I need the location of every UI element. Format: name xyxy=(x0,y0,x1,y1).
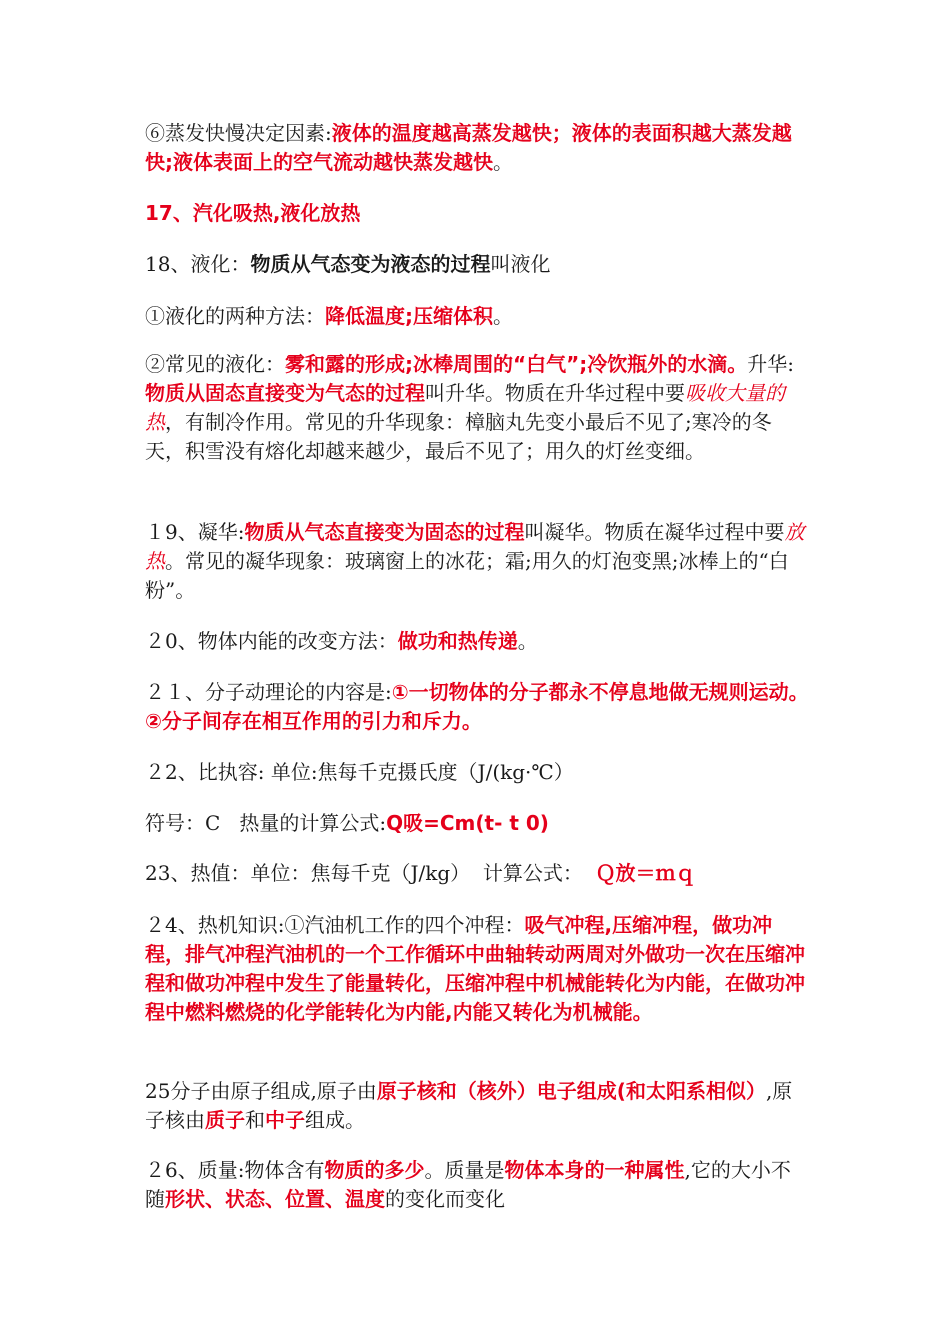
text-run: 液体的温度越高蒸发越快；液体的表面积越大蒸发越快;液体表面上的空气流动越快蒸发越快 xyxy=(145,121,792,174)
text-run: 吸收大量的热 xyxy=(145,381,785,434)
text-run: 叫凝华。物质在凝华过程中要 xyxy=(524,520,785,544)
text-run: 中子 xyxy=(265,1108,305,1132)
paragraph-18-methods xyxy=(145,302,810,331)
text-run: ，有制冷作用。常见的升华现象：樟脑丸先变小最后不见了;寒冷的冬天，积雪没有熔化却越来越少，最后不见了；用久的灯丝变细。 xyxy=(145,410,772,463)
text-run: ２6、质量:物体含有 xyxy=(145,1158,325,1182)
text-run: 做功和热传递 xyxy=(397,629,518,653)
text-run: 23、热值：单位：焦每千克（J/kg） 计算公式： xyxy=(145,861,596,885)
text-run: 组成。 xyxy=(305,1108,365,1132)
text-run: 物体本身的一种属性 xyxy=(504,1158,685,1182)
paragraph-6-evaporation xyxy=(145,119,810,177)
paragraph-20 xyxy=(145,627,810,656)
text-run: 叫升华。物质在升华过程中要 xyxy=(425,381,685,405)
text-run: 吸气冲程,压缩冲程，做功冲程，排气冲程汽油机的一个工作循环中曲轴转动两周对外做功一次在压缩冲程和做功冲程中发生了能量转化，压缩冲程中机械能转化为内能，在做功冲程中燃料燃烧的化学能转化为内能,内能又转化为机械能。 xyxy=(145,913,805,1024)
text-run: １9、凝华: xyxy=(145,520,245,544)
paragraph-17 xyxy=(145,199,810,228)
text-run: 。 xyxy=(493,150,513,174)
paragraph-21 xyxy=(145,678,810,736)
text-run: ,原子核由 xyxy=(145,1079,793,1132)
text-run: 雾和露的形成;冰棒周围的“白气”;冷饮瓶外的水滴。 xyxy=(285,352,748,376)
paragraph-19 xyxy=(145,518,810,605)
paragraph-25 xyxy=(145,1077,810,1135)
text-run: ⑥蒸发快慢决定因素: xyxy=(145,121,332,145)
text-run: 物质从气态直接变为固态的过程 xyxy=(244,520,525,544)
text-run: Ｑ放＝ｍｑ xyxy=(595,861,696,885)
text-run: 符号：C 热量的计算公式: xyxy=(145,811,387,835)
text-run: 形状、状态、位置、温度 xyxy=(165,1187,385,1211)
text-run: ,它的大小不随 xyxy=(145,1158,791,1211)
text-run: 质子 xyxy=(205,1108,245,1132)
text-run: ①液化的两种方法： xyxy=(145,304,325,328)
text-run: ２4、热机知识:①汽油机工作的四个冲程： xyxy=(145,913,525,937)
text-run: ①一切物体的分子都永不停息地做无规则运动。②分子间存在相互作用的引力和斥力。 xyxy=(145,680,809,733)
text-run: 升华: xyxy=(747,352,795,376)
text-run: 物质从气态变为液态的过程 xyxy=(250,252,491,276)
text-run: 18、液化： xyxy=(145,252,251,276)
paragraph-23 xyxy=(145,859,810,888)
text-run: 25分子由原子组成,原子由 xyxy=(145,1079,377,1103)
paragraph-18-common xyxy=(145,350,810,466)
text-run: 和 xyxy=(245,1108,265,1132)
paragraph-18 xyxy=(145,250,810,279)
paragraph-22 xyxy=(145,758,810,787)
text-run: 17、汽化吸热,液化放热 xyxy=(145,201,361,225)
text-run: 降低温度;压缩体积 xyxy=(325,304,493,328)
text-run: 原子核和（核外）电子组成(和太阳系相似） xyxy=(376,1079,766,1103)
text-run: 。 xyxy=(493,304,513,328)
text-run: ２2、比执容: 单位:焦每千克摄氏度（J/(kg·℃） xyxy=(145,760,574,784)
text-run: 放热 xyxy=(145,520,805,573)
text-run: 的变化而变化 xyxy=(385,1187,505,1211)
text-run: 。常见的凝华现象：玻璃窗上的冰花；霜;用久的灯泡变黑;冰棒上的“白粉”。 xyxy=(145,549,789,602)
text-run: 物质从固态直接变为气态的过程 xyxy=(145,381,425,405)
text-run: 物质的多少 xyxy=(324,1158,425,1182)
text-run: ２0、物体内能的改变方法： xyxy=(145,629,398,653)
text-run: ２１、分子动理论的内容是: xyxy=(145,680,392,704)
text-run: Q吸=Cm(t- t 0) xyxy=(386,811,549,835)
text-run: ②常见的液化： xyxy=(145,352,285,376)
text-run: 叫液化 xyxy=(490,252,551,276)
text-run: 。 xyxy=(517,629,538,653)
paragraph-22-formula xyxy=(145,809,810,838)
paragraph-26 xyxy=(145,1156,810,1214)
text-run: 。质量是 xyxy=(424,1158,505,1182)
paragraph-24 xyxy=(145,911,810,1027)
